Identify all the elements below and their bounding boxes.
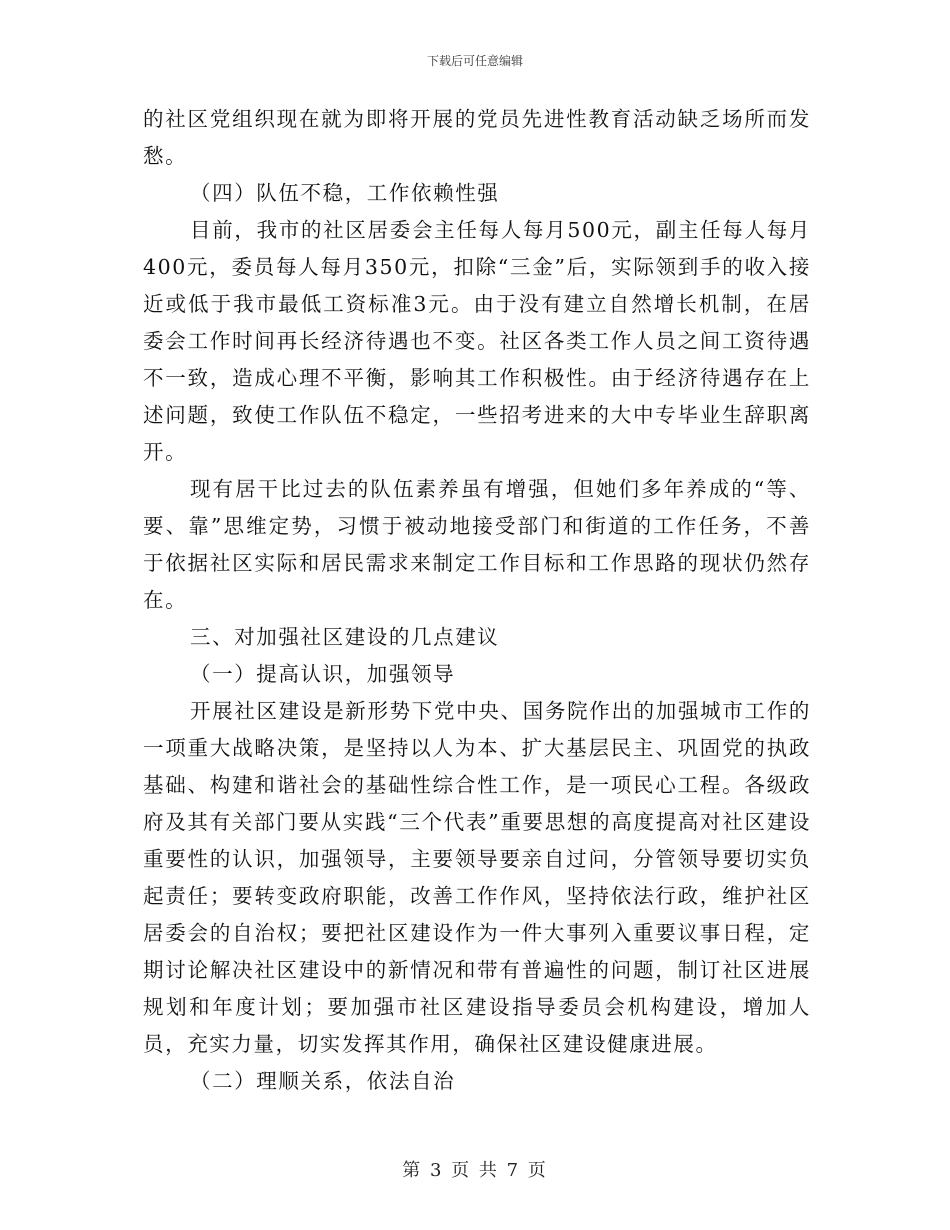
subheading-team-instability: （四）队伍不稳，工作依赖性强 xyxy=(190,181,500,205)
page-number: 第 3 页 共 7 页 xyxy=(402,1160,548,1181)
paragraph-mindset: 现有居干比过去的队伍素养虽有增强，但她们多年养成的“等、要、靠”思维定势，习惯于被动地接受部门和街道的工作任务，不善于依据社区实际和居民需求来制定工作目标和工作思路的现状仍然存在。 xyxy=(143,477,811,612)
subheading-leadership: （一）提高认识，加强领导 xyxy=(190,662,456,686)
document-body xyxy=(143,101,811,1100)
paragraph-salary: 目前，我市的社区居委会主任每人每月500元，副主任每人每月400元，委员每人每月350元，扣除“三金”后，实际领到手的收入接近或低于我市最低工资标准3元。由于没有建立自然增长机制，在居委会工作时间再长经济待遇也不变。社区各类工作人员之间工资待遇不一致，造成心理不平衡，影响其工作积极性。由于经济待遇存在上述问题，致使工作队伍不稳定，一些招考进来的大中专毕业生辞职离开。 xyxy=(143,218,811,464)
section-heading-suggestions: 三、对加强社区建设的几点建议 xyxy=(190,625,500,649)
page-header-note: 下载后可任意编辑 xyxy=(426,54,523,68)
paragraph-leadership: 开展社区建设是新形势下党中央、国务院作出的加强城市工作的一项重大战略决策，是坚持以人为本、扩大基层民主、巩固党的执政基础、构建和谐社会的基础性综合性工作，是一项民心工程。各级政府及其有关部门要从实践“三个代表”重要思想的高度提高对社区建设重要性的认识，加强领导，主要领导要亲自过问，分管领导要切实负起责任；要转变政府职能，改善工作作风，坚持依法行政，维护社区居委会的自治权；要把社区建设作为一件大事列入重要议事日程，定期讨论解决社区建设中的新情况和带有普遍性的问题，制订社区进展规划和年度计划；要加强市社区建设指导委员会机构建设，增加人员，充实力量，切实发挥其作用，确保社区建设健康进展。 xyxy=(143,699,811,1056)
paragraph-continuation: 的社区党组织现在就为即将开展的党员先进性教育活动缺乏场所而发愁。 xyxy=(143,107,811,168)
subheading-relations: （二）理顺关系，依法自治 xyxy=(190,1069,456,1093)
